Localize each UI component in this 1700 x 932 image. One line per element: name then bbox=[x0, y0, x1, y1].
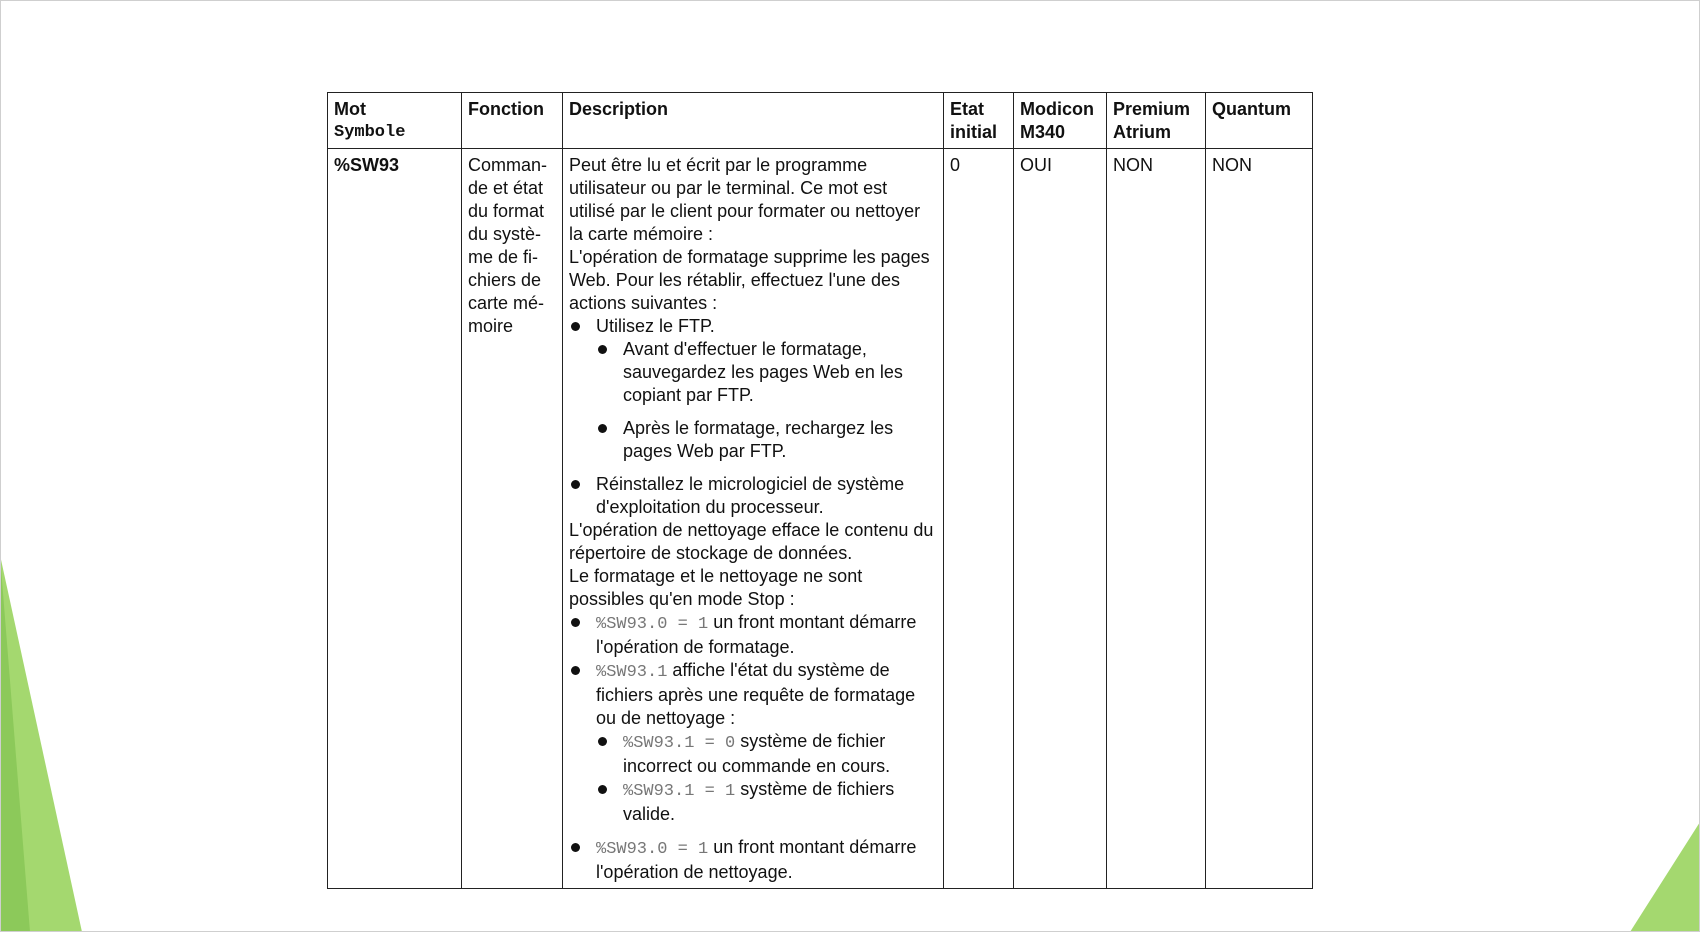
fonction-line: moire bbox=[468, 316, 514, 336]
fonction-line: Comman- bbox=[468, 155, 548, 175]
header-modicon-line1: Modicon bbox=[1020, 99, 1094, 119]
header-quantum: Quantum bbox=[1206, 93, 1313, 149]
header-premium-line1: Premium bbox=[1113, 99, 1191, 119]
list-item bbox=[569, 659, 937, 826]
header-premium-line2: Atrium bbox=[1113, 122, 1171, 142]
header-symbole: Symbole bbox=[334, 123, 406, 142]
list-item bbox=[596, 338, 937, 407]
description-formatage: L'opération de formatage supprime les pages Web. Pour les rétablir, effectuez l'une des actions suivantes : bbox=[569, 247, 930, 313]
cell-description bbox=[563, 149, 944, 889]
ftp-sublist bbox=[596, 338, 937, 463]
fonction-line: du systè- bbox=[468, 224, 542, 244]
bit-text: système de fichiers valide. bbox=[623, 779, 895, 824]
list-item bbox=[569, 611, 937, 659]
code-snippet: %SW93.0 = 1 bbox=[596, 840, 709, 859]
ftp-apres-text: Après le formatage, rechargez les pages Web par FTP. bbox=[623, 418, 894, 461]
header-mot: Mot bbox=[334, 99, 366, 119]
status-sublist bbox=[596, 730, 937, 826]
code-snippet: %SW93.1 = 1 bbox=[623, 782, 736, 801]
list-item bbox=[596, 730, 937, 778]
header-row bbox=[328, 93, 1313, 149]
ftp-item-text: Utilisez le FTP. bbox=[596, 316, 715, 336]
description-intro: Peut être lu et écrit par le programme utilisateur ou par le terminal. Ce mot est utilisé par le client pour formater ou nettoyer la carte mémoire : bbox=[569, 155, 921, 244]
list-item bbox=[569, 836, 937, 884]
header-modicon-line2: M340 bbox=[1020, 122, 1066, 142]
header-etat-initial bbox=[944, 93, 1014, 149]
cell-premium: NON bbox=[1107, 149, 1206, 889]
cell-fonction bbox=[462, 149, 563, 889]
fonction-line: du format bbox=[468, 201, 545, 221]
code-snippet: %SW93.1 = 0 bbox=[623, 734, 736, 753]
header-modicon-m340 bbox=[1014, 93, 1107, 149]
description-nettoyage: L'opération de nettoyage efface le contenu du répertoire de stockage de données. bbox=[569, 520, 934, 563]
cell-quantum: NON bbox=[1206, 149, 1313, 889]
cell-modicon: OUI bbox=[1014, 149, 1107, 889]
actions-list bbox=[569, 315, 937, 519]
description-stop: Le formatage et le nettoyage ne sont possibles qu'en mode Stop : bbox=[569, 566, 863, 609]
list-item bbox=[596, 417, 937, 463]
bit-text: affiche l'état du système de fichiers après une requête de formatage ou de nettoyage : bbox=[596, 660, 916, 728]
right-green-triangle bbox=[1630, 822, 1700, 932]
reinstall-text: Réinstallez le micrologiciel de système d'exploitation du processeur. bbox=[596, 474, 905, 517]
bit-text: un front montant démarre l'opération de formatage. bbox=[596, 612, 917, 657]
ftp-avant-text: Avant d'effectuer le formatage, sauvegardez les pages Web en les copiant par FTP. bbox=[623, 339, 903, 405]
bits-list bbox=[569, 611, 937, 884]
bit-text: système de fichier incorrect ou commande en cours. bbox=[623, 731, 891, 776]
list-item bbox=[569, 315, 937, 463]
fonction-line: carte mé- bbox=[468, 293, 545, 313]
header-etat-line1: Etat bbox=[950, 99, 985, 119]
cell-etat-initial: 0 bbox=[944, 149, 1014, 889]
fonction-line: me de fi- bbox=[468, 247, 539, 267]
table-row bbox=[328, 149, 1313, 889]
fonction-line: chiers de bbox=[468, 270, 542, 290]
code-snippet: %SW93.1 bbox=[596, 663, 668, 682]
header-etat-line2: initial bbox=[950, 122, 998, 142]
bit-text: un front montant démarre l'opération de nettoyage. bbox=[596, 837, 917, 882]
fonction-line: de et état bbox=[468, 178, 544, 198]
system-word-table bbox=[327, 92, 1313, 889]
header-fonction: Fonction bbox=[462, 93, 563, 149]
code-snippet: %SW93.0 = 1 bbox=[596, 615, 709, 634]
list-item bbox=[596, 778, 937, 826]
cell-mot: %SW93 bbox=[328, 149, 462, 889]
header-mot-symbole bbox=[328, 93, 462, 149]
list-item bbox=[569, 473, 937, 519]
header-description: Description bbox=[563, 93, 944, 149]
header-premium-atrium bbox=[1107, 93, 1206, 149]
